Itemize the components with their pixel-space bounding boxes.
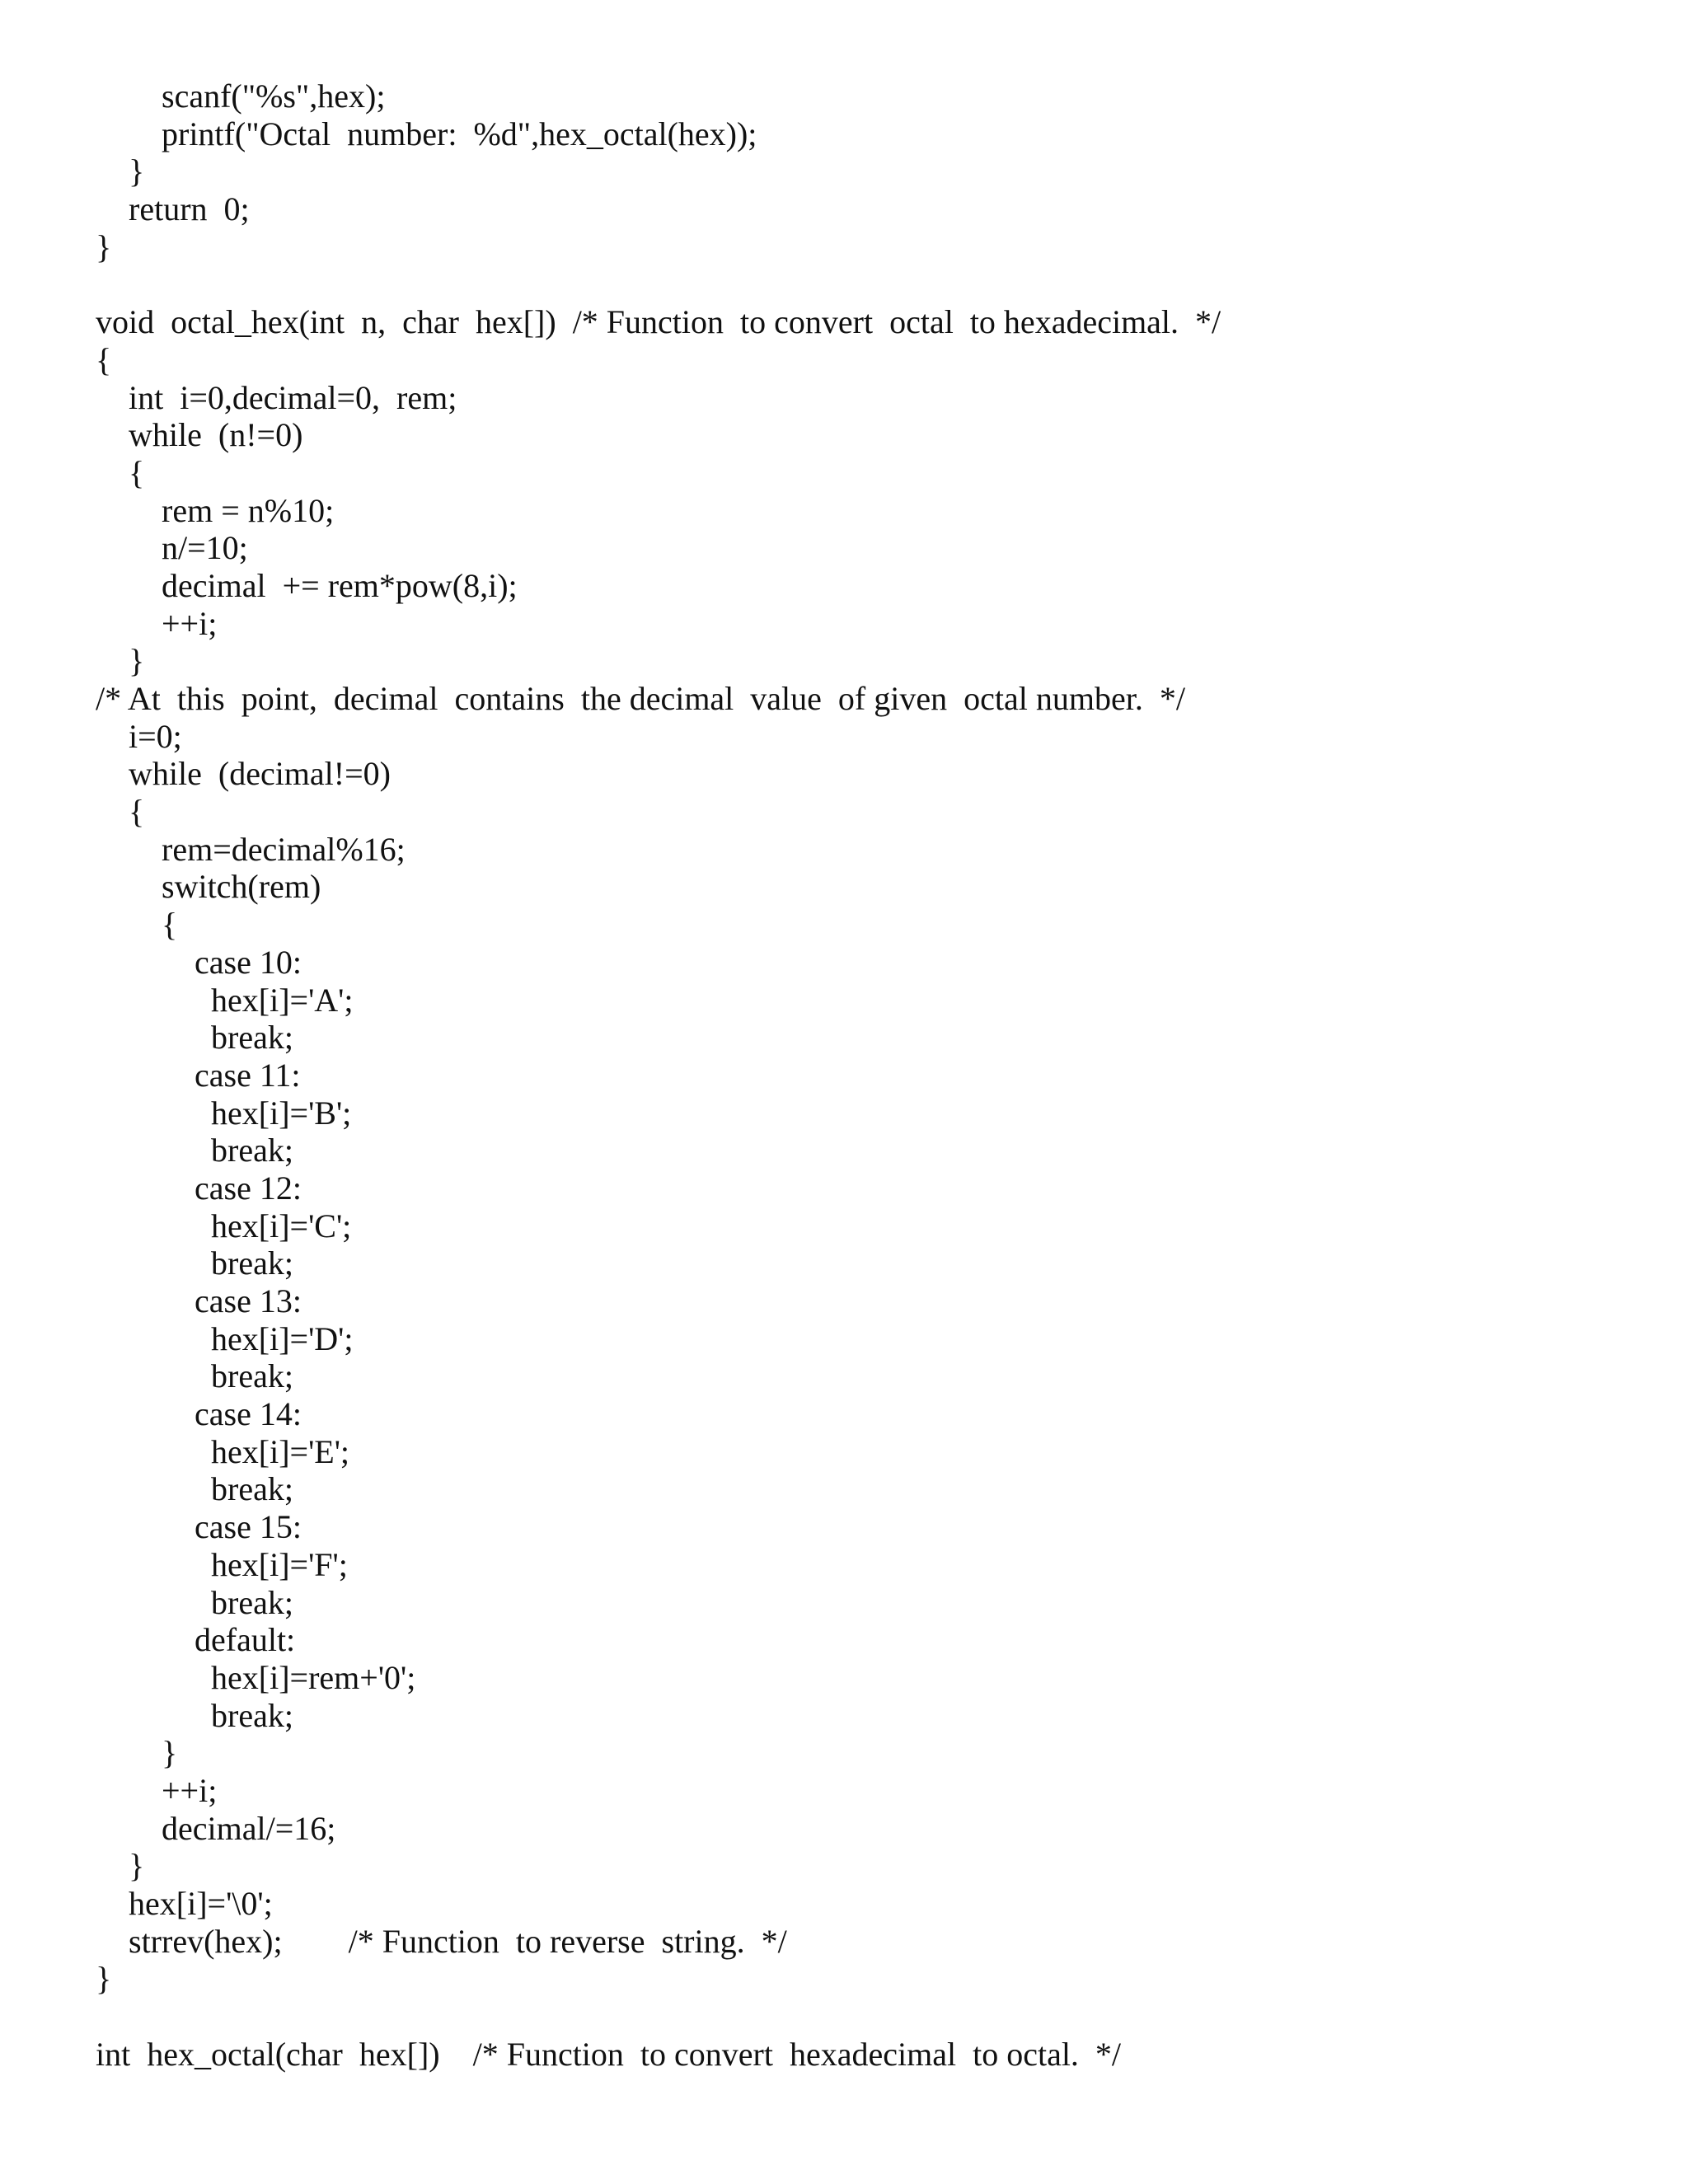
code-line: break; xyxy=(96,1357,293,1395)
code-line: { xyxy=(96,906,178,944)
code-line: rem = n%10; xyxy=(96,491,335,529)
code-line: } xyxy=(96,1960,112,1998)
code-line: case 11: xyxy=(96,1056,301,1094)
code-line: ++i; xyxy=(96,1771,218,1809)
code-line: break; xyxy=(96,1583,293,1621)
code-line: int hex_octal(char hex[]) /* Function to convert hexadecimal to octal. */ xyxy=(96,2035,1122,2073)
code-line: case 15: xyxy=(96,1508,302,1546)
code-line: int i=0,decimal=0, rem; xyxy=(96,378,457,416)
code-line: { xyxy=(96,340,112,378)
code-line: rem=decimal%16; xyxy=(96,830,406,868)
code-line: break; xyxy=(96,1696,293,1734)
code-line: i=0; xyxy=(96,717,182,755)
code-line: break; xyxy=(96,1470,293,1508)
code-line: break; xyxy=(96,1132,293,1169)
code-line: return 0; xyxy=(96,190,250,228)
blank-line xyxy=(96,265,1221,303)
code-line: hex[i]='F'; xyxy=(96,1545,348,1583)
code-line: hex[i]='D'; xyxy=(96,1319,354,1357)
code-line: default: xyxy=(96,1621,296,1659)
code-line: while (decimal!=0) xyxy=(96,755,391,793)
code-line: hex[i]='E'; xyxy=(96,1432,350,1470)
code-line: switch(rem) xyxy=(96,868,321,906)
code-line: hex[i]='A'; xyxy=(96,981,354,1019)
code-line: } xyxy=(96,227,112,265)
code-line: scanf("%s",hex); xyxy=(96,77,386,115)
code-line: hex[i]=rem+'0'; xyxy=(96,1658,416,1696)
code-line: break; xyxy=(96,1019,293,1057)
code-line: } xyxy=(96,152,145,190)
code-line: decimal += rem*pow(8,i); xyxy=(96,566,518,604)
blank-line xyxy=(96,1998,1221,2036)
code-line: decimal/=16; xyxy=(96,1809,336,1847)
code-line: hex[i]='\0'; xyxy=(96,1885,273,1922)
code-line: } xyxy=(96,1734,178,1772)
code-line: void octal_hex(int n, char hex[]) /* Function to convert octal to hexadecimal. */ xyxy=(96,303,1221,341)
code-line: break; xyxy=(96,1244,293,1282)
code-line: hex[i]='C'; xyxy=(96,1207,352,1244)
comment-line: /* At this point, decimal contains the decimal value of given octal number. */ xyxy=(96,680,1185,717)
code-line: case 10: xyxy=(96,943,302,981)
code-listing xyxy=(96,77,1221,2073)
code-line: printf("Octal number: %d",hex_octal(hex)); xyxy=(96,115,757,152)
code-line: hex[i]='B'; xyxy=(96,1094,352,1132)
code-line: { xyxy=(96,793,145,831)
code-line: ++i; xyxy=(96,604,218,642)
code-line: } xyxy=(96,1847,145,1885)
code-line: case 12: xyxy=(96,1169,302,1207)
code-line: case 14: xyxy=(96,1395,302,1433)
code-line: strrev(hex); /* Function to reverse string. */ xyxy=(96,1922,787,1960)
code-line: case 13: xyxy=(96,1282,302,1319)
code-line: } xyxy=(96,642,145,680)
code-line: while (n!=0) xyxy=(96,416,303,454)
code-line: { xyxy=(96,453,145,491)
code-line: n/=10; xyxy=(96,529,248,567)
